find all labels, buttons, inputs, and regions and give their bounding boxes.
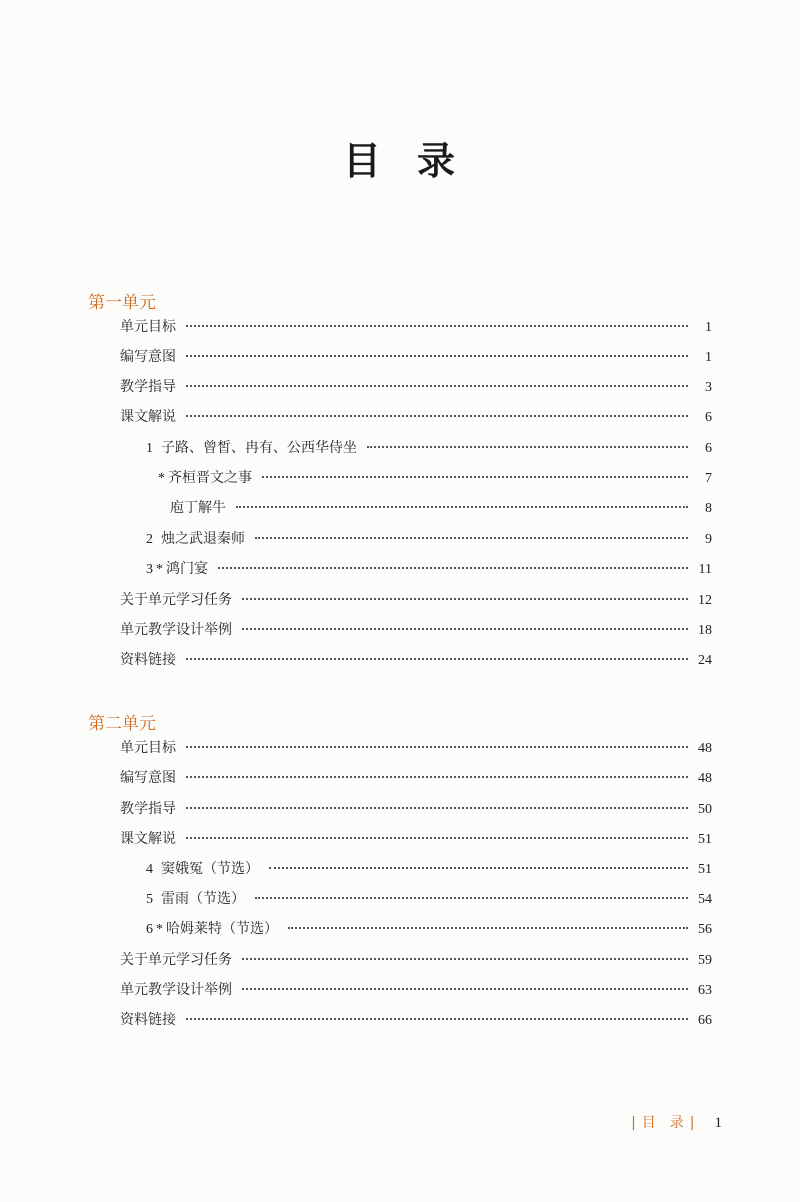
dot-leader <box>242 598 688 600</box>
toc-entry-page: 9 <box>705 532 712 547</box>
toc-entry-page: 8 <box>705 501 712 516</box>
lesson-title: 齐桓晋文之事 <box>168 470 252 486</box>
toc-entry[interactable] <box>120 829 712 849</box>
toc-entry-label: 单元目标 <box>120 319 176 335</box>
toc-entry-label <box>146 889 245 910</box>
toc-entry-page: 59 <box>698 953 712 968</box>
toc-entry-page: 50 <box>698 802 712 817</box>
toc-entry[interactable] <box>146 438 712 458</box>
toc-entry-label: 关于单元学习任务 <box>120 952 232 968</box>
dot-leader <box>186 385 688 387</box>
lesson-title: 子路、曾皙、冉有、公西华侍坐 <box>161 440 357 456</box>
toc-entry-label: 资料链接 <box>120 1012 176 1028</box>
toc-entry-label: 教学指导 <box>120 379 176 395</box>
toc-entry-label: 编写意图 <box>120 770 176 786</box>
page-title <box>0 130 800 185</box>
lesson-number: 5 <box>146 892 153 907</box>
toc-entry-label: 资料链接 <box>120 652 176 668</box>
page-title-char-1: 目 <box>342 139 383 183</box>
toc-entry[interactable] <box>120 738 712 758</box>
dot-leader <box>218 567 688 569</box>
unit-heading: 第二单元 <box>88 714 156 734</box>
toc-entry[interactable] <box>146 529 712 549</box>
footer-section-label: 目 录 <box>641 1115 684 1131</box>
toc-entry-label: 单元目标 <box>120 740 176 756</box>
dot-leader <box>186 837 688 839</box>
toc-entry-page: 51 <box>698 862 712 877</box>
toc-entry[interactable] <box>120 980 712 1000</box>
lesson-title: 雷雨（节选） <box>161 891 245 907</box>
toc-entry-page: 48 <box>698 741 712 756</box>
toc-entry-label: 关于单元学习任务 <box>120 592 232 608</box>
toc-entry-page: 48 <box>698 771 712 786</box>
dot-leader <box>236 506 688 508</box>
lesson-number: 1 <box>146 441 153 456</box>
toc-entry[interactable] <box>146 859 712 879</box>
toc-entry-page: 24 <box>698 653 712 668</box>
dot-leader <box>262 476 688 478</box>
dot-leader <box>186 415 688 417</box>
dot-leader <box>269 867 688 869</box>
toc-entry[interactable] <box>170 498 712 518</box>
lesson-title: 烛之武退秦师 <box>161 531 245 547</box>
toc-entry-page: 3 <box>705 380 712 395</box>
page-footer <box>625 1112 722 1132</box>
toc-entry-label <box>146 529 245 550</box>
dot-leader <box>255 897 688 899</box>
dot-leader <box>367 446 688 448</box>
toc-entry[interactable] <box>158 468 712 488</box>
dot-leader <box>186 1018 688 1020</box>
lesson-number: 3 <box>146 562 153 577</box>
toc-entry[interactable] <box>146 559 712 579</box>
toc-entry[interactable] <box>146 889 712 909</box>
toc-entry-label: 单元教学设计举例 <box>120 622 232 638</box>
toc-entry-label: 教学指导 <box>120 801 176 817</box>
lesson-title: 哈姆莱特（节选） <box>166 921 278 937</box>
toc-entry-label: 庖丁解牛 <box>170 500 226 516</box>
toc-entry[interactable] <box>120 799 712 819</box>
toc-entry[interactable] <box>120 950 712 970</box>
page-number: 1 <box>714 1115 722 1131</box>
dot-leader <box>242 958 688 960</box>
toc-entry-label <box>146 559 208 580</box>
lesson-number: 6 <box>146 922 153 937</box>
toc-entry-page: 12 <box>698 593 712 608</box>
toc-entry-page: 7 <box>705 471 712 486</box>
footer-divider: | <box>689 1115 695 1131</box>
toc-entry-label <box>146 859 259 880</box>
toc-entry-page: 18 <box>698 623 712 638</box>
optional-star: * <box>156 562 163 577</box>
toc-entry-page: 1 <box>705 320 712 335</box>
toc-entry[interactable] <box>120 347 712 367</box>
dot-leader <box>186 325 688 327</box>
dot-leader <box>186 807 688 809</box>
toc-entry-label: 课文解说 <box>120 409 176 425</box>
toc-entry-page: 1 <box>705 350 712 365</box>
toc-entry-label <box>146 919 278 940</box>
lesson-number: 4 <box>146 862 153 877</box>
toc-entry-page: 54 <box>698 892 712 907</box>
dot-leader <box>242 988 688 990</box>
lesson-title: 窦娥冤（节选） <box>161 861 259 877</box>
toc-entry-page: 11 <box>698 562 712 577</box>
lesson-title: 鸿门宴 <box>166 561 208 577</box>
toc-entry-page: 6 <box>705 441 712 456</box>
toc-entry-page: 56 <box>698 922 712 937</box>
unit-heading: 第一单元 <box>88 293 156 313</box>
lesson-number: 2 <box>146 532 153 547</box>
toc-entry[interactable] <box>120 317 712 337</box>
toc-entry[interactable] <box>120 768 712 788</box>
toc-entry[interactable] <box>120 1010 712 1030</box>
dot-leader <box>242 628 688 630</box>
toc-entry[interactable] <box>120 590 712 610</box>
toc-entry[interactable] <box>120 377 712 397</box>
toc-entry[interactable] <box>120 650 712 670</box>
dot-leader <box>186 658 688 660</box>
optional-star: * <box>158 471 165 486</box>
toc-entry[interactable] <box>146 919 712 939</box>
dot-leader <box>288 927 688 929</box>
toc-entry-label: 编写意图 <box>120 349 176 365</box>
toc-entry-page: 6 <box>705 410 712 425</box>
toc-entry-page: 66 <box>698 1013 712 1028</box>
toc-entry-page: 63 <box>698 983 712 998</box>
toc-entry-label: 单元教学设计举例 <box>120 982 232 998</box>
toc-entry-label <box>146 438 357 459</box>
toc-entry-label: 课文解说 <box>120 831 176 847</box>
dot-leader <box>255 537 688 539</box>
toc-entry-page: 51 <box>698 832 712 847</box>
page-title-char-2: 录 <box>417 139 458 183</box>
footer-divider: | <box>631 1115 636 1131</box>
dot-leader <box>186 355 688 357</box>
dot-leader <box>186 776 688 778</box>
optional-star: * <box>156 922 163 937</box>
dot-leader <box>186 746 688 748</box>
toc-entry[interactable] <box>120 407 712 427</box>
toc-entry-label <box>158 468 252 489</box>
toc-entry[interactable] <box>120 620 712 640</box>
